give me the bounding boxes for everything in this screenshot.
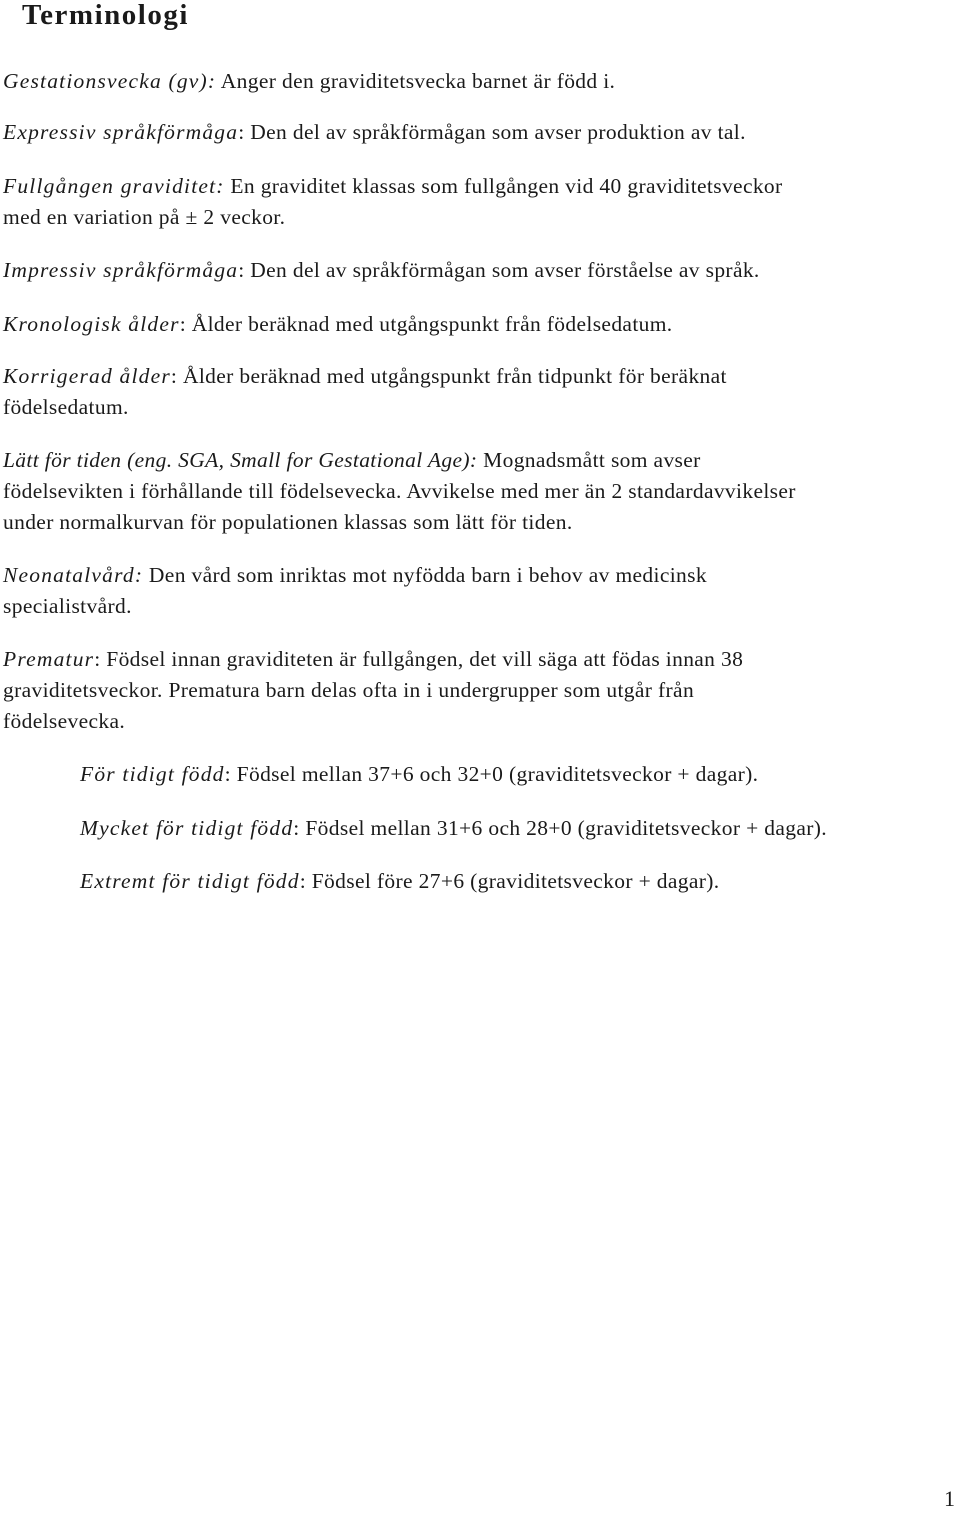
term-definition: : Födsel mellan 37+6 och 32+0 (graviditetsveckor + dagar). bbox=[224, 762, 759, 786]
term-entry-korrigerad bbox=[3, 361, 953, 392]
term-definition-continued: födelsevecka. bbox=[3, 709, 126, 733]
term-definition: Anger den graviditetsvecka barnet är född i. bbox=[216, 69, 616, 93]
term-label: Impressiv språkförmåga bbox=[3, 258, 239, 282]
term-definition: : Ålder beräknad med utgångspunkt från födelsedatum. bbox=[179, 312, 673, 336]
term-definition-continued: födelsevikten i förhållande till födelsevecka. Avvikelse med mer än 2 standardavvikelser bbox=[3, 479, 796, 503]
term-label: Expressiv språkförmåga bbox=[3, 120, 239, 144]
term-label: Neonatalvård: bbox=[3, 563, 144, 587]
term-definition: Mognadsmått som avser bbox=[477, 448, 701, 472]
subterm-entry-for-tidigt-fodd bbox=[80, 759, 958, 790]
term-label: Gestationsvecka (gv): bbox=[3, 69, 217, 93]
term-label: Fullgången graviditet: bbox=[3, 174, 225, 198]
term-definition-continued: graviditetsveckor. Prematura barn delas ofta in i undergrupper som utgår från bbox=[3, 678, 695, 702]
term-label: Mycket för tidigt född bbox=[80, 816, 294, 840]
term-label: Kronologisk ålder bbox=[3, 312, 180, 336]
term-definition-continued: födelsedatum. bbox=[3, 395, 129, 419]
term-definition: : Ålder beräknad med utgångspunkt från tidpunkt för beräknat bbox=[170, 364, 727, 388]
subterm-entry-extremt-for-tidigt-fodd bbox=[80, 866, 958, 897]
term-entry-impressiv bbox=[3, 255, 953, 286]
term-entry-expressiv bbox=[3, 117, 953, 148]
term-definition: : Födsel före 27+6 (graviditetsveckor + dagar). bbox=[299, 869, 720, 893]
term-definition-continued: specialistvård. bbox=[3, 594, 132, 618]
term-entry-prematur-cont bbox=[3, 675, 953, 706]
term-definition: : Den del av språkförmågan som avser produktion av tal. bbox=[238, 120, 746, 144]
term-entry-latt-for-tiden-cont bbox=[3, 476, 953, 507]
page-number: 1 bbox=[944, 1486, 955, 1511]
term-definition-continued: under normalkurvan för populationen klassas som lätt för tiden. bbox=[3, 510, 573, 534]
term-label: Lätt för tiden (eng. SGA, Small for Gestational Age): bbox=[3, 448, 478, 472]
term-entry-korrigerad-cont bbox=[3, 392, 953, 423]
term-label: Extremt för tidigt född bbox=[80, 869, 300, 893]
term-entry-fullgangen-cont bbox=[3, 202, 953, 233]
term-definition: Den vård som inriktas mot nyfödda barn i behov av medicinsk bbox=[143, 563, 707, 587]
subterm-entry-mycket-for-tidigt-fodd bbox=[80, 813, 958, 844]
term-entry-neonatalvard-cont bbox=[3, 591, 953, 622]
term-definition: En graviditet klassas som fullgången vid 40 graviditetsveckor bbox=[224, 174, 783, 198]
term-label: För tidigt född bbox=[80, 762, 225, 786]
term-definition-continued: med en variation på ± 2 veckor. bbox=[3, 205, 286, 229]
term-entry-neonatalvard bbox=[3, 560, 953, 591]
term-entry-latt-for-tiden bbox=[3, 445, 953, 476]
page-title: Terminologi bbox=[22, 0, 189, 31]
term-definition: : Födsel mellan 31+6 och 28+0 (graviditetsveckor + dagar). bbox=[293, 816, 828, 840]
term-definition: : Den del av språkförmågan som avser förståelse av språk. bbox=[238, 258, 760, 282]
term-label: Prematur bbox=[3, 647, 95, 671]
term-entry-gestationsvecka bbox=[3, 66, 953, 97]
term-entry-fullgangen bbox=[3, 171, 953, 202]
term-entry-latt-for-tiden-cont-2 bbox=[3, 507, 953, 538]
term-label: Korrigerad ålder bbox=[3, 364, 171, 388]
term-entry-kronologisk bbox=[3, 309, 953, 340]
term-definition: : Födsel innan graviditeten är fullgången, det vill säga att födas innan 38 bbox=[94, 647, 744, 671]
term-entry-prematur bbox=[3, 644, 953, 675]
term-entry-prematur-cont-2 bbox=[3, 706, 953, 737]
